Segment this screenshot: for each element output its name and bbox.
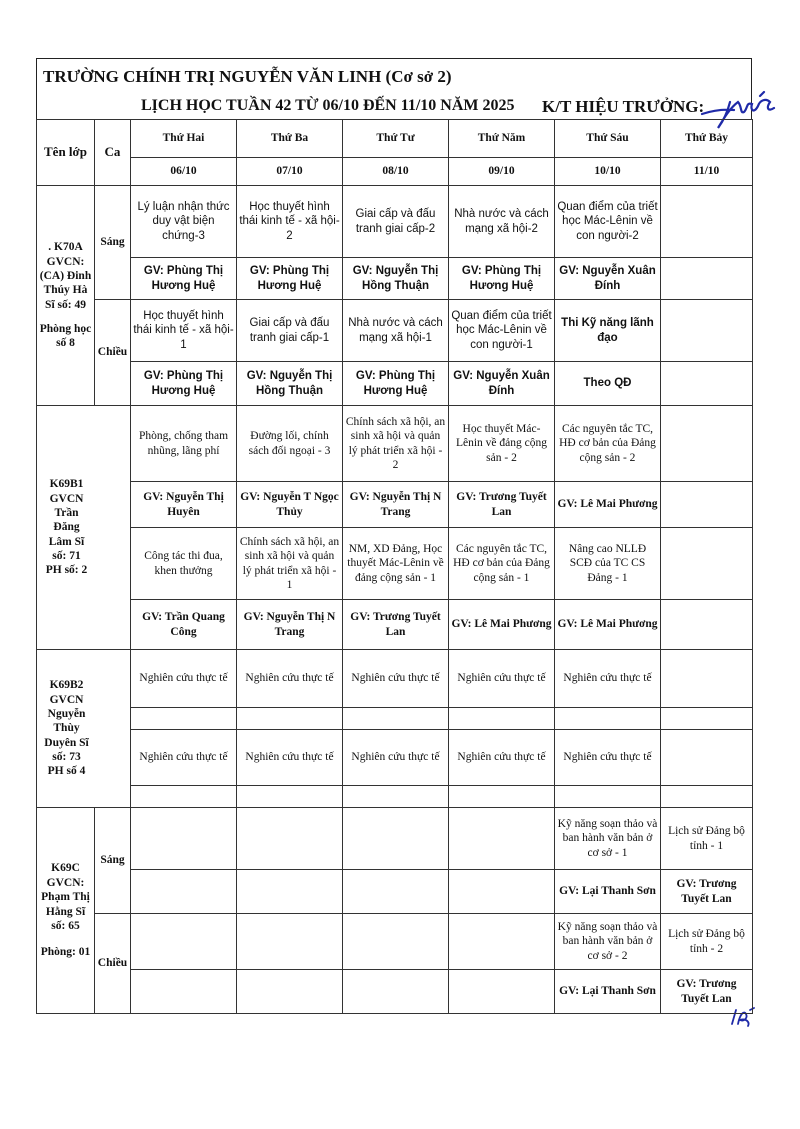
- empty-cell: [343, 786, 449, 808]
- lesson-cell: Các nguyên tắc TC, HĐ cơ bản của Đảng cộng sản - 1: [449, 528, 555, 600]
- lesson-cell: [237, 914, 343, 970]
- lesson-cell: [343, 808, 449, 870]
- lesson-cell: [449, 914, 555, 970]
- school-name: TRƯỜNG CHÍNH TRỊ NGUYỄN VĂN LINH (Cơ sở 2): [43, 67, 452, 86]
- empty-cell: [237, 708, 343, 730]
- teacher-cell: GV: Trương Tuyết Lan: [661, 970, 753, 1014]
- empty-cell: [343, 970, 449, 1014]
- empty-cell: [661, 786, 753, 808]
- class-k69b2: K69B2 GVCN Nguyễn Thùy Duyên Sĩ số: 73 PH số 4: [37, 650, 131, 808]
- lesson-cell: Giai cấp và đấu tranh giai cấp-1: [237, 300, 343, 362]
- teacher-cell: GV: Nguyễn Thị Huyên: [131, 482, 237, 528]
- lesson-cell: NM, XD Đảng, Học thuyết Mác-Lênin về đảng cộng sản - 1: [343, 528, 449, 600]
- lesson-cell: [343, 914, 449, 970]
- lesson-cell: Chính sách xã hội, an sinh xã hội và quản lý phát triển xã hội - 1: [237, 528, 343, 600]
- teacher-cell: GV: Nguyễn Thị Hồng Thuận: [237, 362, 343, 406]
- lesson-cell: [661, 730, 753, 786]
- schedule-title: LỊCH HỌC TUẦN 42 TỪ 06/10 ĐẾN 11/10 NĂM 2025: [141, 97, 515, 114]
- class-column-header: Tên lớp: [37, 120, 95, 186]
- teacher-cell: GV: Phùng Thị Hương Huệ: [449, 258, 555, 300]
- teacher-cell: GV: Phùng Thị Hương Huệ: [237, 258, 343, 300]
- empty-cell: [237, 970, 343, 1014]
- day-name: Thứ Tư: [343, 120, 449, 158]
- lesson-cell: [661, 186, 753, 258]
- empty-cell: [237, 786, 343, 808]
- teacher-cell: Theo QĐ: [555, 362, 661, 406]
- schedule-table: [36, 119, 753, 1014]
- empty-cell: [449, 786, 555, 808]
- lesson-cell: Thi Kỹ năng lãnh đạo: [555, 300, 661, 362]
- lesson-cell: [449, 808, 555, 870]
- day-date: 08/10: [343, 158, 449, 186]
- lesson-cell: Kỹ năng soạn thảo và ban hành văn bản ở cơ sở - 2: [555, 914, 661, 970]
- lesson-cell: Giai cấp và đấu tranh giai cấp-2: [343, 186, 449, 258]
- lesson-cell: Học thuyết hình thái kinh tế - xã hội-2: [237, 186, 343, 258]
- lesson-cell: Lịch sử Đảng bộ tỉnh - 2: [661, 914, 753, 970]
- day-name: Thứ Bảy: [661, 120, 753, 158]
- teacher-cell: GV: Lê Mai Phương: [555, 482, 661, 528]
- empty-cell: [449, 708, 555, 730]
- teacher-cell: [661, 362, 753, 406]
- teacher-cell: GV: Trương Tuyết Lan: [343, 600, 449, 650]
- shift-afternoon: Chiều: [95, 914, 131, 1014]
- empty-cell: [131, 708, 237, 730]
- teacher-cell: GV: Lê Mai Phương: [555, 600, 661, 650]
- teacher-cell: GV: Nguyễn Thị N Trang: [237, 600, 343, 650]
- day-name: Thứ Hai: [131, 120, 237, 158]
- lesson-cell: Lý luận nhận thức duy vật biện chứng-3: [131, 186, 237, 258]
- lesson-cell: [661, 528, 753, 600]
- day-date: 11/10: [661, 158, 753, 186]
- lesson-cell: Chính sách xã hội, an sinh xã hội và quản lý phát triển xã hội - 2: [343, 406, 449, 482]
- teacher-cell: GV: Nguyễn Thị Hồng Thuận: [343, 258, 449, 300]
- teacher-cell: GV: Trương Tuyết Lan: [661, 870, 753, 914]
- teacher-cell: GV: Nguyễn Xuân Đính: [555, 258, 661, 300]
- class-k70a: [37, 186, 95, 406]
- class-room: Phòng học số 8: [39, 323, 92, 350]
- teacher-cell: GV: Lại Thanh Sơn: [555, 870, 661, 914]
- lesson-cell: [131, 914, 237, 970]
- class-info: . K70A GVCN: (CA) Đinh Thúy Hà Sĩ số: 49: [39, 241, 92, 311]
- teacher-cell: GV: Phùng Thị Hương Huệ: [131, 258, 237, 300]
- lesson-cell: Đường lối, chính sách đối ngoại - 3: [237, 406, 343, 482]
- lesson-cell: [661, 406, 753, 482]
- teacher-cell: [661, 258, 753, 300]
- teacher-cell: GV: Trần Quang Công: [131, 600, 237, 650]
- class-info: K69C GVCN: Phạm Thị Hằng Sĩ số: 65: [41, 862, 90, 932]
- empty-cell: [343, 708, 449, 730]
- empty-cell: [449, 870, 555, 914]
- teacher-cell: GV: Nguyễn T Ngọc Thủy: [237, 482, 343, 528]
- lesson-cell: [237, 808, 343, 870]
- lesson-cell: Phòng, chống tham nhũng, lãng phí: [131, 406, 237, 482]
- class-k69c: [37, 808, 95, 1014]
- teacher-cell: GV: Phùng Thị Hương Huệ: [343, 362, 449, 406]
- teacher-cell: [661, 600, 753, 650]
- teacher-cell: GV: Trương Tuyết Lan: [449, 482, 555, 528]
- lesson-cell: Nhà nước và cách mạng xã hội-2: [449, 186, 555, 258]
- empty-cell: [343, 870, 449, 914]
- lesson-cell: [661, 300, 753, 362]
- lesson-cell: Nghiên cứu thực tế: [449, 730, 555, 786]
- lesson-cell: Nghiên cứu thực tế: [555, 650, 661, 708]
- lesson-cell: Nghiên cứu thực tế: [237, 730, 343, 786]
- lesson-cell: [131, 808, 237, 870]
- lesson-cell: Các nguyên tắc TC, HĐ cơ bản của Đảng cộng sản - 2: [555, 406, 661, 482]
- day-name: Thứ Ba: [237, 120, 343, 158]
- teacher-cell: GV: Lê Mai Phương: [449, 600, 555, 650]
- lesson-cell: Nghiên cứu thực tế: [343, 650, 449, 708]
- teacher-cell: [661, 482, 753, 528]
- empty-cell: [555, 786, 661, 808]
- lesson-cell: Lịch sử Đảng bộ tỉnh - 1: [661, 808, 753, 870]
- lesson-cell: Nâng cao NLLĐ SCĐ của TC CS Đảng - 1: [555, 528, 661, 600]
- teacher-cell: GV: Nguyễn Xuân Đính: [449, 362, 555, 406]
- lesson-cell: Nghiên cứu thực tế: [131, 650, 237, 708]
- approval-label: K/T HIỆU TRƯỞNG:: [542, 97, 705, 116]
- lesson-cell: Nghiên cứu thực tế: [449, 650, 555, 708]
- teacher-cell: GV: Lại Thanh Sơn: [555, 970, 661, 1014]
- shift-morning: Sáng: [95, 808, 131, 914]
- lesson-cell: Học thuyết Mác-Lênin về đảng cộng sản - 2: [449, 406, 555, 482]
- shift-column-header: Ca: [95, 120, 131, 186]
- day-date: 06/10: [131, 158, 237, 186]
- empty-cell: [237, 870, 343, 914]
- day-date: 09/10: [449, 158, 555, 186]
- shift-morning: Sáng: [95, 186, 131, 300]
- teacher-cell: GV: Phùng Thị Hương Huệ: [131, 362, 237, 406]
- day-date: 10/10: [555, 158, 661, 186]
- empty-cell: [131, 786, 237, 808]
- lesson-cell: Nhà nước và cách mạng xã hội-1: [343, 300, 449, 362]
- lesson-cell: Học thuyết hình thái kinh tế - xã hội-1: [131, 300, 237, 362]
- empty-cell: [131, 870, 237, 914]
- lesson-cell: Quan điểm của triết học Mác-Lênin về con người-2: [555, 186, 661, 258]
- lesson-cell: Nghiên cứu thực tế: [131, 730, 237, 786]
- lesson-cell: Nghiên cứu thực tế: [555, 730, 661, 786]
- lesson-cell: Quan điểm của triết học Mác-Lênin về con người-1: [449, 300, 555, 362]
- lesson-cell: Nghiên cứu thực tế: [343, 730, 449, 786]
- lesson-cell: Công tác thi đua, khen thưởng: [131, 528, 237, 600]
- empty-cell: [555, 708, 661, 730]
- empty-cell: [131, 970, 237, 1014]
- lesson-cell: [661, 650, 753, 708]
- teacher-cell: GV: Nguyễn Thị N Trang: [343, 482, 449, 528]
- lesson-cell: Nghiên cứu thực tế: [237, 650, 343, 708]
- empty-cell: [449, 970, 555, 1014]
- class-room: Phòng: 01: [40, 946, 91, 959]
- lesson-cell: Kỹ năng soạn thảo và ban hành văn bản ở cơ sở - 1: [555, 808, 661, 870]
- class-k69b1: K69B1 GVCN Trần Đăng Lâm Sĩ số: 71 PH số: 2: [37, 406, 131, 650]
- day-name: Thứ Năm: [449, 120, 555, 158]
- day-date: 07/10: [237, 158, 343, 186]
- empty-cell: [661, 708, 753, 730]
- document-header: [36, 58, 752, 120]
- day-name: Thứ Sáu: [555, 120, 661, 158]
- shift-afternoon: Chiều: [95, 300, 131, 406]
